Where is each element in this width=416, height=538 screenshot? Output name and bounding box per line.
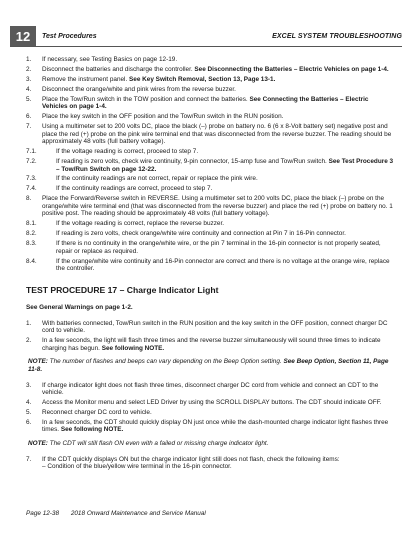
page-header	[0, 0, 416, 46]
list-item	[26, 148, 394, 156]
step-text	[56, 185, 394, 193]
section-label: Test Procedures	[42, 33, 97, 40]
step-number: 8.	[26, 195, 32, 203]
step-text	[42, 409, 394, 417]
step-body: If reading is zero volts, check orange/white wire continuity and connection at Pin 7 in 16-Pin connector.	[56, 230, 346, 238]
step-text	[56, 258, 394, 273]
list-item	[26, 220, 394, 228]
step-number: 2.	[26, 337, 32, 345]
step-text	[56, 220, 394, 228]
list-item	[26, 240, 394, 255]
page-content	[26, 56, 394, 473]
note-cdt	[28, 440, 394, 448]
step-body: If the continuity readings are correct, proceed to step 7.	[56, 185, 213, 193]
steps-part-c	[26, 220, 394, 272]
step-text	[56, 148, 394, 156]
list-item	[26, 96, 394, 111]
step-body: If charge indicator light does not flash three times, disconnect charger DC cord from vehicle and connect an CDT to the vehicle.	[42, 381, 379, 397]
list-item	[26, 409, 394, 417]
step-number: 6.	[26, 113, 32, 121]
steps-part-d	[26, 320, 394, 353]
step-body: Place the key switch in the OFF position and the Tow/Run switch in the RUN position.	[42, 113, 284, 121]
step-number: 8.3.	[26, 240, 37, 248]
steps-part-a	[26, 56, 394, 146]
list-item	[26, 419, 394, 434]
step-text	[42, 456, 394, 471]
step-body: In a few seconds, the light will flash three times and the reverse buzzer simultaneously will sound three times to indicate charging has begun.	[42, 337, 381, 352]
step-reference: See Test Procedure 3 – Tow/Run Switch on page 12-22.	[56, 157, 394, 173]
step-body: Disconnect the batteries and discharge the controller.	[42, 65, 195, 73]
list-item	[26, 158, 394, 173]
step-reference: See Key Switch Removal, Section 13, Page 13-1.	[129, 75, 276, 83]
step-text	[42, 56, 394, 64]
step-body: Remove the instrument panel.	[42, 75, 130, 83]
step-text	[42, 399, 394, 407]
step-reference: See Connecting the Batteries – Electric Vehicles on page 1-4.	[42, 95, 369, 111]
step-body: If the CDT quickly displays ON but the charge indicator light still does not flash, check the following items:	[42, 455, 340, 463]
header-divider	[10, 46, 402, 47]
chapter-title: EXCEL SYSTEM TROUBLESHOOTING	[272, 33, 402, 40]
step-number: 3.	[26, 75, 32, 83]
step-body: Disconnect the orange/white and pink wires from the reverse buzzer.	[42, 85, 236, 93]
list-item	[26, 56, 394, 64]
list-item	[26, 185, 394, 193]
steps-part-b	[26, 148, 394, 193]
page-footer	[26, 510, 216, 517]
step-reference: See Disconnecting the Batteries – Electric Vehicles on page 1-4.	[194, 65, 389, 73]
list-item	[26, 230, 394, 238]
note-beep-option	[28, 358, 394, 373]
list-item	[26, 113, 394, 121]
step-number: 4.	[26, 85, 32, 93]
step-body: If the voltage reading is correct, replace the reverse buzzer.	[56, 220, 225, 228]
step-text	[42, 123, 394, 146]
step-bullet: – Condition of the blue/yellow wire terminal in the 16-pin connector.	[42, 463, 232, 471]
step-body: Access the Monitor menu and select LED Driver by using the SCROLL DISPLAY buttons. The CDT should indicate OFF.	[42, 399, 382, 407]
page-number: Page 12-38	[26, 510, 60, 517]
list-item	[26, 337, 394, 352]
step-text	[42, 66, 394, 74]
step-number: 8.1.	[26, 220, 37, 228]
procedure-heading: TEST PROCEDURE 17 – Charge Indicator Light	[26, 284, 219, 295]
step-reference: See following NOTE.	[60, 426, 124, 434]
step-number: 7.2.	[26, 157, 37, 165]
step-number: 7.1.	[26, 148, 37, 156]
step-body: If the orange/white wire continuity and 16-Pin connector are correct and there is no voltage at the orange wire, replace the controller.	[56, 257, 390, 273]
step-text	[42, 419, 394, 434]
step-reference: See following NOTE.	[101, 344, 165, 352]
step-body: Place the Tow/Run switch in the TOW position and connect the batteries.	[42, 95, 250, 103]
step-text	[56, 175, 394, 183]
step-number: 8.4.	[26, 257, 37, 265]
list-item	[26, 258, 394, 273]
step-body: Using a multimeter set to 200 volts DC, place the black (–) probe on battery no. 6 (6 x 8-Volt battery set) negative post and place the red (+) probe on the pink wire terminal end that was disconnected from the reverse buzzer. The reading should be approximately 48 volts (full battery voltage).	[42, 122, 392, 146]
step-number: 8.2.	[26, 230, 37, 238]
step-body: If reading is zero volts, check wire continuity, 9-pin connector, 15-amp fuse and Tow/Run switch.	[56, 157, 329, 165]
note-text: The number of flashes and beeps can vary depending on the Beep Option setting.	[47, 358, 284, 366]
step-number: 7.	[26, 455, 32, 463]
step-text	[42, 113, 394, 121]
step-body: In a few seconds, the CDT should quickly display ON just once while the dash-mounted charge indicator light flashes three times.	[42, 418, 389, 434]
step-body: With batteries connected, Tow/Run switch in the RUN position and the key switch in the OFF position, connect charger DC cord to vehicle.	[42, 319, 388, 335]
step-number: 7.3.	[26, 175, 37, 183]
list-item	[26, 86, 394, 94]
step-number: 1.	[26, 319, 32, 327]
warnings-reference: See General Warnings on page 1-2.	[26, 303, 133, 311]
list-item	[26, 382, 394, 397]
step-number: 7.4.	[26, 185, 37, 193]
step-text	[56, 240, 394, 255]
step-text: Place the Forward/Reverse switch in REVERSE. Using a multimeter set to 200 volts DC, place the black (–) probe on the orange/white wire terminal end (that was disconnected from the reverse buzzer) and place the red (+) probe on battery no. 1 positive post. The reading should be approximately 48 volts (full battery voltage).	[42, 195, 393, 218]
step-number: 4.	[26, 399, 32, 407]
list-item	[26, 66, 394, 74]
note-text: The CDT will still flash ON even with a failed or missing charge indicator light.	[47, 440, 269, 448]
step-number: 6.	[26, 418, 32, 426]
step-text	[42, 337, 394, 352]
step-text	[42, 86, 394, 94]
list-item	[26, 123, 394, 146]
step-text	[56, 230, 394, 238]
list-item	[26, 320, 394, 335]
note-label: NOTE:	[28, 440, 48, 448]
step-number: 7.	[26, 122, 32, 130]
step-body: If the continuity readings are not correct, repair or replace the pink wire.	[56, 175, 258, 183]
chapter-number: 12	[10, 26, 36, 46]
step-body: If the voltage reading is correct, proceed to step 7.	[56, 148, 199, 156]
step-text	[42, 320, 394, 335]
list-item	[26, 175, 394, 183]
manual-title: 2018 Onward Maintenance and Service Manual	[70, 510, 206, 517]
step-text	[56, 158, 394, 173]
steps-part-e	[26, 382, 394, 434]
list-item	[26, 76, 394, 84]
step-number: 5.	[26, 95, 32, 103]
step-number: 5.	[26, 408, 32, 416]
list-item	[26, 399, 394, 407]
step-number: 1.	[26, 56, 32, 63]
step-text	[42, 96, 394, 111]
list-item	[26, 195, 394, 218]
list-item	[26, 456, 394, 471]
step-body: Reconnect charger DC cord to vehicle.	[42, 408, 152, 416]
step-text	[42, 76, 394, 84]
note-reference: See Beep Option, Section 11, Page 11-8.	[28, 358, 389, 373]
note-label: NOTE:	[28, 358, 48, 366]
step-number: 3.	[26, 381, 32, 389]
step-text	[42, 382, 394, 397]
step-body: If there is no continuity in the orange/white wire, or the pin 7 terminal in the 16-pin connector is not properly seated, repair or replace as required.	[56, 240, 381, 255]
step-number: 2.	[26, 65, 32, 73]
step-body: If necessary, see Testing Basics on page 12-19.	[42, 56, 178, 63]
